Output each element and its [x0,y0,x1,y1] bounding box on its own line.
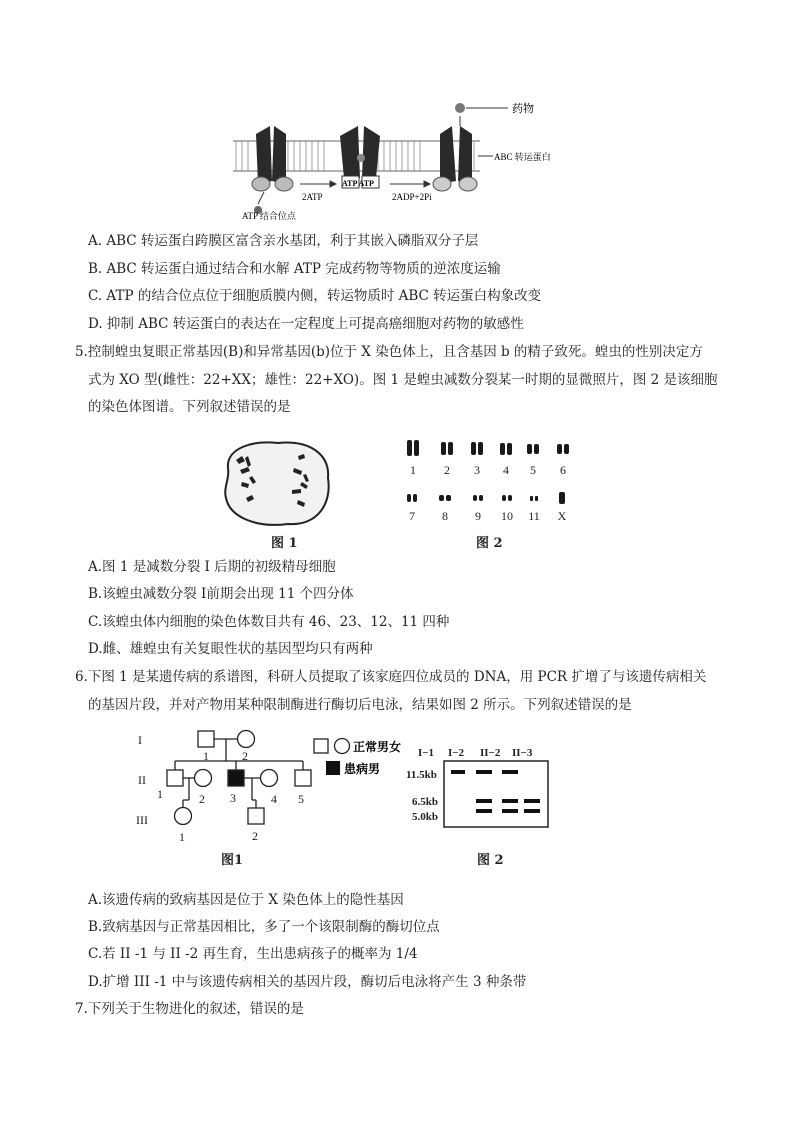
q6-option-d: D.扩增 III -1 中与该遗传病相关的基因片段，酶切后电泳将产生 3 种条带 [88,974,527,990]
q4-option-b: B. ABC 转运蛋白通过结合和水解 ATP 完成药物等物质的逆浓度运输 [88,261,501,277]
karyo-label-9: 9 [475,509,481,523]
ind-ii-3: 3 [230,791,236,805]
transporter-1 [252,126,293,191]
q7-stem: 7.下列关于生物进化的叙述，错误的是 [75,1001,304,1017]
ind-ii-5: 5 [298,792,304,806]
transporter-3 [433,103,477,191]
karyo-label-2: 2 [444,463,450,477]
ind-ii-1: 1 [157,787,163,801]
karyo-label-5: 5 [530,463,536,477]
q5-fig1-caption: 图 1 [271,536,298,551]
q5-stem-line-3: 的染色体图谱。下列叙述错误的是 [88,399,291,415]
karyo-label-3: 3 [474,463,480,477]
karyo-label-6: 6 [560,463,566,477]
ind-i-2: 2 [242,749,248,763]
q6-fig1-caption: 图1 [221,853,244,868]
gen-label-i: I [138,733,142,747]
pedigree-legend [314,739,401,777]
drug-label: 药物 [512,103,534,115]
karyo-label-x: X [557,509,567,523]
atp-site-label: ATP 结合位点 [242,211,296,221]
karyo-label-7: 7 [409,509,415,523]
karyo-label-4: 4 [503,463,509,477]
karyo-label-11: 11 [528,509,540,523]
q6-fig2-caption: 图 2 [477,853,504,868]
cell-micrograph [218,438,336,530]
q5-option-c: C.该蝗虫体内细胞的染色体数目共有 46、23、12、11 四种 [88,614,450,630]
abc-transporter-figure [228,96,568,224]
lane-ii-2: II−2 [480,747,501,759]
q6-stem-line-1: 6.下图 1 是某遗传病的系谱图，科研人员提取了该家庭四位成员的 DNA，用 PCR 扩增了与该遗传病相关 [75,669,707,685]
karyotype [395,436,580,526]
size-6-5kb: 6.5kb [412,796,438,808]
q4-option-c: C. ATP 的结合位点位于细胞质膜内侧，转运物质时 ABC 转运蛋白构象改变 [88,288,542,304]
q5-fig2-caption: 图 2 [476,536,503,551]
q6-option-b: B.致病基因与正常基因相比，多了一个该限制酶的酶切位点 [88,919,440,935]
q5-option-d: D.雌、雄蝗虫有关复眼性状的基因型均只有两种 [88,641,373,657]
karyo-label-1: 1 [410,463,416,477]
q5-option-b: B.该蝗虫减数分裂 I前期会出现 11 个四分体 [88,586,354,602]
legend-affected: 患病男 [344,762,381,776]
q6-option-a: A.该遗传病的致病基因是位于 X 染色体上的隐性基因 [88,892,404,908]
karyo-label-8: 8 [442,509,448,523]
size-5-0kb: 5.0kb [412,811,438,823]
q4-option-d: D. 抑制 ABC 转运蛋白的表达在一定程度上可提高癌细胞对药物的敏感性 [88,316,524,332]
abc-label: ABC 转运蛋白 [494,152,551,162]
karyo-label-10: 10 [501,509,513,523]
lane-ii-3: II−3 [512,747,533,759]
q5-stem-line-1: 5.控制蝗虫复眼正常基因(B)和异常基因(b)位于 X 染色体上，且含基因 b 的精子致死。蝗虫的性别决定方 [75,344,703,360]
adp-right-label: 2ADP+2Pi [392,192,432,202]
q6-stem-line-2: 的基因片段，并对产物用某种限制酶进行酶切后电泳，结果如图 2 所示。下列叙述错误的是 [88,697,632,713]
ind-ii-4: 4 [271,792,277,806]
gel-electrophoresis [402,740,552,832]
ind-ii-2: 2 [199,792,205,806]
ind-i-1: 1 [203,749,209,763]
q6-option-c: C.若 II -1 与 II -2 再生育，生出患病孩子的概率为 1/4 [88,946,418,962]
gen-label-ii: II [138,773,146,787]
atp-mid-label: ATP ATP [342,179,374,188]
atp-left-label: 2ATP [302,192,323,202]
q5-stem-line-2: 式为 XO 型(雌性：22+XX；雄性：22+XO)。图 1 是蝗虫减数分裂某一时期的显微照片，图 2 是该细胞 [88,372,718,388]
lane-i-2: I−2 [448,747,465,759]
ind-iii-1: 1 [179,830,185,844]
q4-option-a: A. ABC 转运蛋白跨膜区富含亲水基团，利于其嵌入磷脂双分子层 [88,233,479,249]
ind-iii-2: 2 [252,829,258,843]
size-11-5kb: 11.5kb [406,769,437,781]
gen-label-iii: III [136,813,148,827]
q5-option-a: A.图 1 是减数分裂 I 后期的初级精母细胞 [88,559,336,575]
legend-normal: 正常男女 [353,740,402,754]
lane-i-1: I−1 [418,747,435,759]
